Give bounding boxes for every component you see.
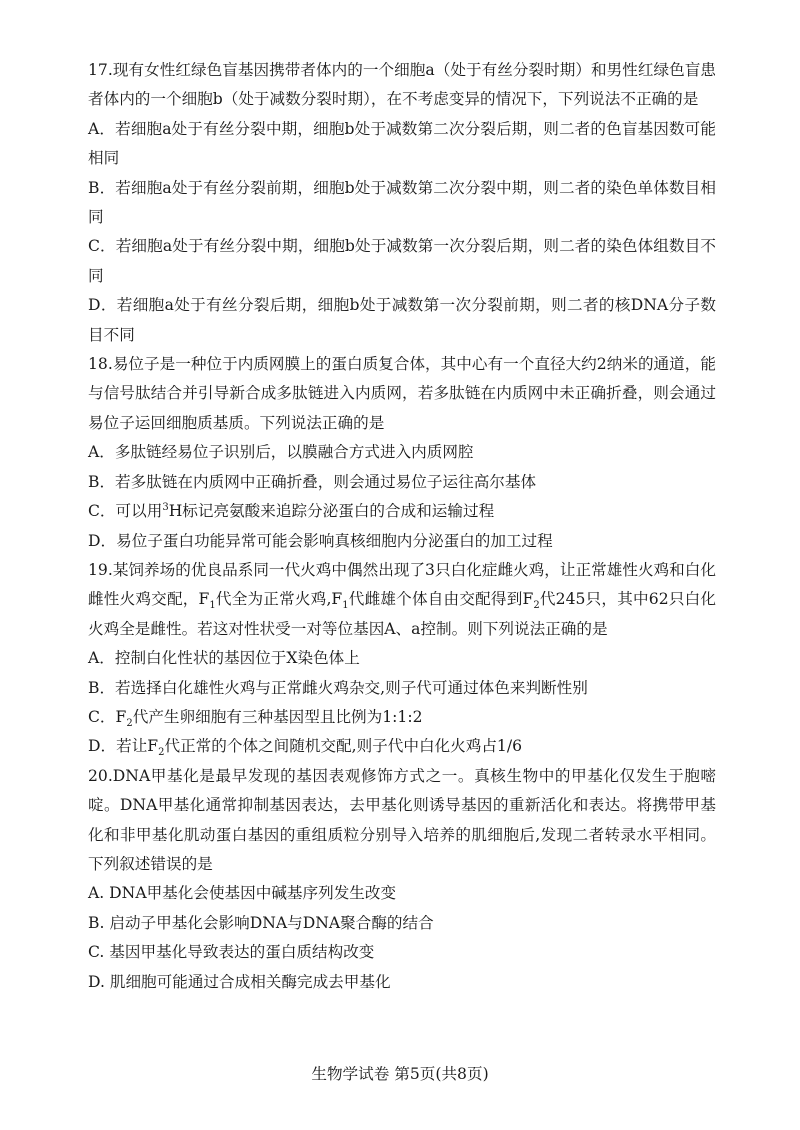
question-stem: 19.某饲养场的优良品系同一代火鸡中偶然出现了3只白化症雌火鸡，让正常雄性火鸡和白化雌性火鸡交配，$F_1$代全为正常火鸡$,F_1$代雌雄个体自由交配得到$F_2$代245只，其中62只白化火鸡全是雌性。若这对性状受一对等位基因A、a控制。则下列说法正确的是	[88, 560, 716, 638]
option-a: A．多肽链经易位子识别后，以膜融合方式进入内质网腔	[88, 443, 474, 462]
option-a: A．控制白化性状的基因位于X染色体上	[88, 649, 360, 668]
option-b: B．若多肽链在内质网中正确折叠，则会通过易位子运往高尔基体	[88, 472, 537, 491]
question-20	[88, 762, 716, 997]
question-stem: 17.现有女性红绿色盲基因携带者体内的一个细胞a（处于有丝分裂时期）和男性红绿色盲患者体内的一个细胞b（处于减数分裂时期），在不考虑变异的情况下，下列说法不正确的是	[88, 61, 716, 109]
question-stem: 20.DNA甲基化是最早发现的基因表观修饰方式之一。真核生物中的甲基化仅发生于胞嘧啶。DNA甲基化通常抑制基因表达，去甲基化则诱导基因的重新活化和表达。将携带甲基化和非甲基化肌动蛋白基因的重组质粒分别导入培养的肌细胞后,发现二者转录水平相同。下列叙述错误的是	[88, 766, 716, 873]
option-d: D．易位子蛋白功能异常可能会影响真核细胞内分泌蛋白的加工过程	[88, 531, 553, 550]
option-d: D．若让$F_2$代正常的个体之间随机交配,则子代中白化火鸡占1/6	[88, 737, 523, 759]
option-c: C. 基因甲基化导致表达的蛋白质结构改变	[88, 943, 375, 962]
question-18	[88, 350, 716, 556]
option-d: D．若细胞a处于有丝分裂后期，细胞b处于减数第一次分裂前期，则二者的核DNA分子数目不同	[88, 296, 716, 344]
option-c: C．可以用$^3$H标记亮氨酸来追踪分泌蛋白的合成和运输过程	[88, 501, 495, 521]
exam-page	[88, 56, 716, 997]
option-b: B. 启动子甲基化会影响DNA与DNA聚合酶的结合	[88, 913, 434, 932]
question-19	[88, 556, 716, 762]
question-stem: 18.易位子是一种位于内质网膜上的蛋白质复合体，其中心有一个直径大约2纳米的通道，能与信号肽结合并引导新合成多肽链进入内质网，若多肽链在内质网中未正确折叠，则会通过易位子运回细胞质基质。下列说法正确的是	[88, 355, 716, 432]
option-c: C．若细胞a处于有丝分裂中期，细胞b处于减数第一次分裂后期，则二者的染色体组数目不同	[88, 237, 716, 285]
option-b: B．若细胞a处于有丝分裂前期，细胞b处于减数第二次分裂中期，则二者的染色单体数目相同	[88, 178, 716, 227]
option-d: D. 肌细胞可能通过合成相关酶完成去甲基化	[88, 972, 391, 991]
option-a: A．若细胞a处于有丝分裂中期，细胞b处于减数第二次分裂后期，则二者的色盲基因数可能相同	[88, 119, 716, 168]
option-c: C．$F_2$代产生卵细胞有三种基因型且比例为1:1:2	[88, 707, 423, 730]
page-footer: 生物学试卷 第5页(共8页)	[311, 1065, 489, 1083]
option-a: A. DNA甲基化会使基因中碱基序列发生改变	[88, 884, 397, 903]
option-b: B．若选择白化雄性火鸡与正常雌火鸡杂交,则子代可通过体色来判断性别	[88, 678, 588, 697]
question-17	[88, 56, 716, 350]
